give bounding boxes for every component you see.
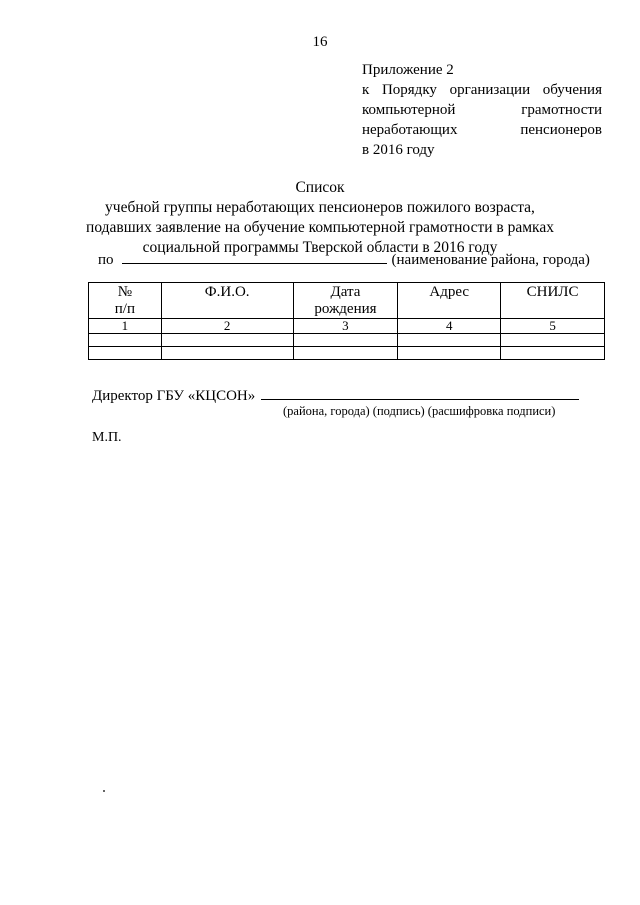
table-cell[interactable] <box>501 334 605 347</box>
title-heading: Список <box>295 179 345 196</box>
header-birthdate-line-2: рождения <box>314 301 377 317</box>
stamp-place: М.П. <box>92 430 122 445</box>
header-snils: СНИЛС <box>501 283 605 319</box>
appendix-word: обучения <box>542 82 602 98</box>
table-row <box>89 347 605 360</box>
appendix-word: Порядку <box>381 82 437 98</box>
table-cell[interactable] <box>161 347 293 360</box>
document-title <box>0 178 640 258</box>
column-number: 5 <box>501 319 605 334</box>
district-hint: (наименование района, города) <box>391 252 590 268</box>
participants-table <box>88 282 605 360</box>
appendix-line-5: в 2016 году <box>362 142 435 158</box>
page-number: 16 <box>312 34 328 50</box>
district-line <box>98 249 608 270</box>
director-signature-line <box>92 385 579 405</box>
column-number: 2 <box>161 319 293 334</box>
title-line-2: подавших заявление на обучение компьютерной грамотности в рамках <box>86 219 554 236</box>
table-cell[interactable] <box>293 347 398 360</box>
title-line-3: социальной программы Тверской области в 2016 году <box>142 239 498 256</box>
table-cell[interactable] <box>89 347 162 360</box>
appendix-line-3 <box>362 100 602 120</box>
appendix-word: неработающих <box>362 122 458 138</box>
table-cell[interactable] <box>89 334 162 347</box>
appendix-word: грамотности <box>521 102 602 118</box>
column-number: 3 <box>293 319 398 334</box>
appendix-line-4 <box>362 120 602 140</box>
table-cell[interactable] <box>398 347 501 360</box>
header-name: Ф.И.О. <box>161 283 293 319</box>
appendix-word: пенсионеров <box>520 122 602 138</box>
district-blank-field[interactable] <box>122 249 387 264</box>
table-cell[interactable] <box>398 334 501 347</box>
appendix-title: Приложение 2 <box>362 62 454 78</box>
title-line-1: учебной группы неработающих пенсионеров пожилого возраста, <box>105 199 535 216</box>
header-number-line-2: п/п <box>114 301 136 317</box>
table-cell[interactable] <box>293 334 398 347</box>
column-number: 1 <box>89 319 162 334</box>
column-number: 4 <box>398 319 501 334</box>
appendix-word: компьютерной <box>362 102 456 118</box>
table-row <box>89 334 605 347</box>
header-birthdate <box>293 283 398 319</box>
director-label: Директор ГБУ «КЦСОН» <box>92 388 256 404</box>
header-birthdate-line-1: Дата <box>330 284 361 300</box>
appendix-word: к <box>362 82 370 98</box>
appendix-line-2 <box>362 80 602 100</box>
table-cell[interactable] <box>501 347 605 360</box>
appendix-word: организации <box>449 82 531 98</box>
column-number-row <box>89 319 605 334</box>
signature-caption: (района, города) (подпись) (расшифровка подписи) <box>283 404 556 418</box>
table-header-row <box>89 283 605 319</box>
scan-speck <box>103 790 105 792</box>
appendix-header <box>362 60 602 160</box>
district-prefix: по <box>98 252 114 268</box>
header-address: Адрес <box>398 283 501 319</box>
header-number-line-1: № <box>117 284 133 300</box>
signature-blank-field[interactable] <box>261 385 579 400</box>
table-cell[interactable] <box>161 334 293 347</box>
header-number <box>89 283 162 319</box>
